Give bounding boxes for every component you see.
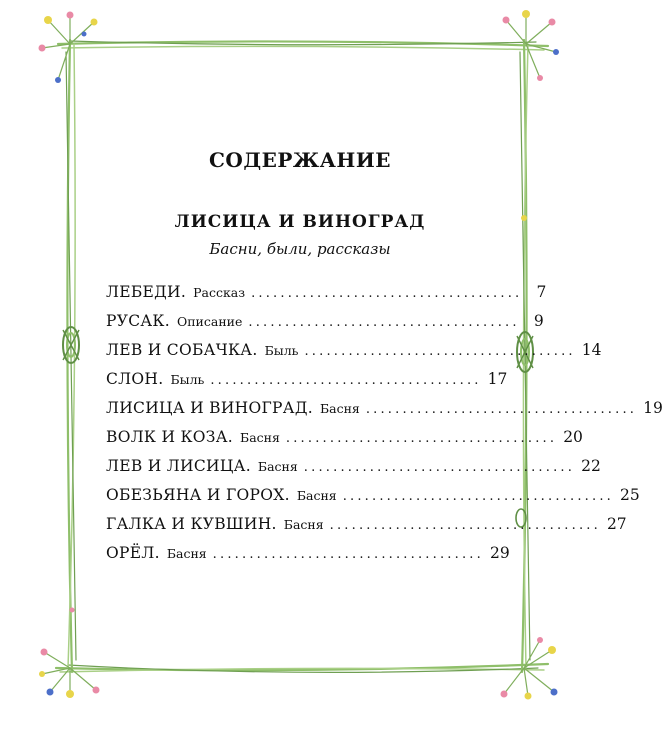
- toc-entry-genre: Басня: [319, 401, 360, 416]
- toc-entry-genre: Басня: [240, 430, 280, 445]
- toc-entry-page: 27: [606, 515, 627, 533]
- toc-entry[interactable]: [106, 312, 544, 341]
- toc-entry-page: 7: [536, 283, 547, 301]
- toc-entry-genre: Описание: [176, 314, 243, 329]
- toc-list: [106, 283, 663, 573]
- toc-entry-page: 9: [533, 312, 544, 330]
- toc-entry[interactable]: [106, 544, 510, 573]
- page-title: СОДЕРЖАНИЕ: [209, 148, 391, 172]
- toc-entry-title: СЛОН.: [106, 370, 164, 388]
- dot-leader: .....................................: [303, 460, 576, 475]
- dot-leader: .....................................: [210, 373, 482, 388]
- dot-leader: .....................................: [212, 547, 484, 562]
- toc-entry-title: ГАЛКА И КУВШИН.: [106, 515, 277, 533]
- toc-entry[interactable]: [106, 515, 627, 544]
- toc-entry-title: ЛИСИЦА И ВИНОГРАД.: [106, 399, 313, 417]
- book-subtitle: Басни, были, рассказы: [209, 240, 391, 258]
- book-title: ЛИСИЦА И ВИНОГРАД: [174, 212, 426, 232]
- toc-entry-page: 17: [487, 370, 508, 388]
- toc-entry-genre: Быль: [170, 372, 205, 387]
- dot-leader: .....................................: [342, 489, 614, 504]
- toc-entry-title: ЛЕВ И СОБАЧКА.: [106, 341, 258, 359]
- toc-entry-genre: Быль: [264, 343, 299, 358]
- dot-leader: .....................................: [304, 344, 576, 359]
- toc-entry[interactable]: [106, 457, 601, 486]
- dot-leader: .....................................: [365, 402, 638, 417]
- toc-entry[interactable]: [106, 428, 583, 457]
- toc-entry[interactable]: [106, 399, 663, 428]
- toc-entry-title: ЛЕВ И ЛИСИЦА.: [106, 457, 251, 475]
- toc-entry-title: РУСАК.: [106, 312, 170, 330]
- toc-entry-genre: Басня: [166, 546, 207, 561]
- toc-entry-title: ОБЕЗЬЯНА И ГОРОХ.: [106, 486, 290, 504]
- toc-entry-title: ЛЕБЕДИ.: [106, 283, 187, 301]
- toc-entry[interactable]: [106, 283, 547, 312]
- toc-entry[interactable]: [106, 370, 508, 399]
- toc-entry-page: 25: [619, 486, 640, 504]
- dot-leader: .....................................: [251, 286, 523, 301]
- dot-leader: .....................................: [329, 518, 601, 533]
- toc-entry-genre: Басня: [296, 488, 337, 503]
- toc-entry-title: ВОЛК И КОЗА.: [106, 428, 234, 446]
- toc-entry-page: 29: [489, 544, 510, 562]
- toc-entry-genre: Басня: [283, 517, 324, 532]
- toc-entry-title: ОРЁЛ.: [106, 544, 160, 562]
- toc-entry-genre: Рассказ: [193, 285, 246, 300]
- toc-entry-page: 19: [643, 399, 663, 417]
- toc-entry-page: 20: [563, 428, 583, 446]
- toc-entry[interactable]: [106, 341, 602, 370]
- dot-leader: .....................................: [285, 431, 558, 446]
- dot-leader: .....................................: [248, 315, 520, 330]
- toc-entry-page: 14: [581, 341, 602, 359]
- toc-entry-genre: Басня: [257, 459, 298, 474]
- toc-entry[interactable]: [106, 486, 640, 515]
- toc-entry-page: 22: [581, 457, 601, 475]
